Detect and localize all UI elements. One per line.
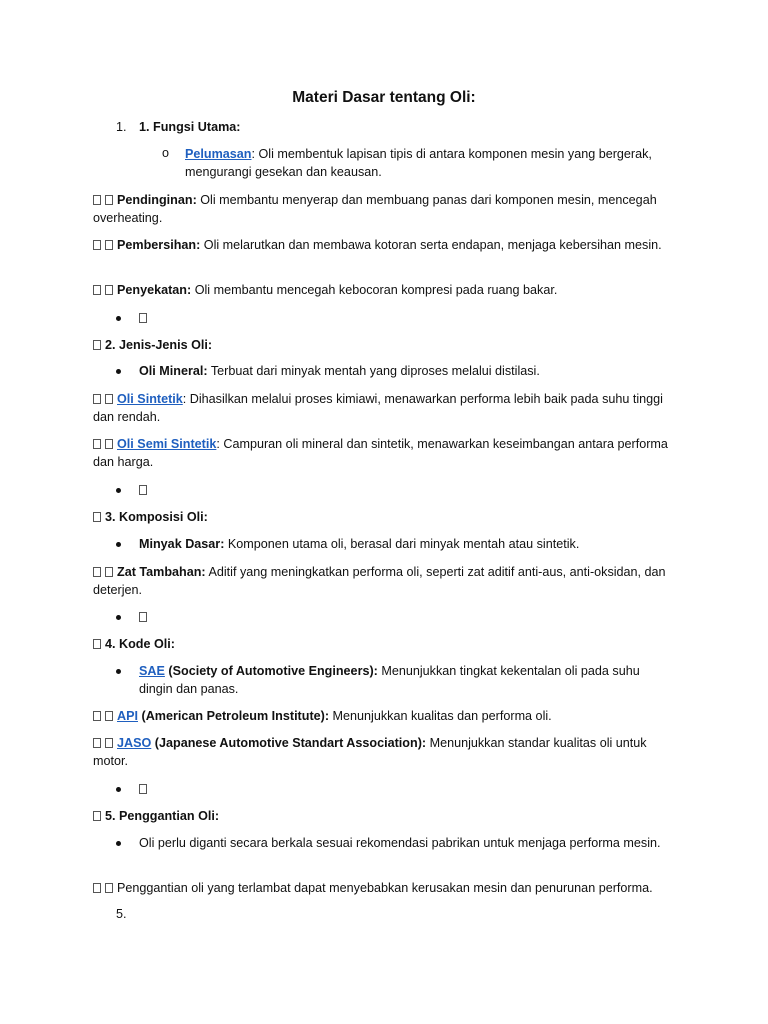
section-heading: 1. Fungsi Utama: — [139, 120, 241, 134]
paragraph-pembersihan: Pembersihan: Oli melarutkan dan membawa kotoran serta endapan, menjaga kebersihan mesin. — [93, 237, 678, 255]
list-number: 5. — [116, 907, 127, 921]
missing-glyph-icon — [105, 439, 113, 449]
bullet-icon — [116, 369, 121, 374]
document-page: Materi Dasar tentang Oli: 1. 1. Fungsi Utama: o Pelumasan: Oli membentuk lapisan tipis di antara komponen mesin yang bergerak, mengurangi gesekan dan keausan. Pendinginan: Oli membantu menyerap dan membuang panas dari komponen mesin, mencegah overheating. Pembersihan: Oli melarutkan dan membawa kotoran serta endapan, menjaga kebersihan mesin. Penyekatan: Oli membantu mencegah kebocoran kompresi pada ruang bakar. 2. Jenis-Jenis Oli: Oli Mineral: Terbuat dari minyak mentah yang diproses melalui distilasi. Oli Sintetik: Dihasilkan melalui proses kimiawi, menawarkan performa lebih baik pada suhu tinggi dan rendah. Oli Semi Sintetik: Campuran oli mineral dan sintetik, menawarkan keseimbangan antara performa dan harga. 3. Komposisi Oli: Minyak Dasar: Komponen utama oli, berasal dari minyak mentah atau sintetik. Zat Tambahan: Aditif yang meningkatkan performa oli, seperti zat aditif anti-aus, anti-oksidan, dan deterjen. 4. Kode Oli: SAE (Society of Automotive Engineers): Menunjukkan tingkat kekentalan oli pada suhu dingin dan panas. API (American Petroleum Institute): Menunjukkan kualitas dan performa oli. JASO (Japanese Automotive Standart Association): Menunjukkan standar kualitas oli untuk motor. 5. Penggantian Oli: Oli perlu diganti secara berkala sesuai rekomendasi pabrikan untuk menjaga performa mesin. Penggantian oli yang terlambat dapat menyebabkan kerusakan mesin dan penurunan performa. 5. — [0, 0, 768, 1024]
missing-glyph-icon — [105, 394, 113, 404]
circle-bullet-icon: o — [162, 146, 170, 160]
missing-glyph-icon — [93, 195, 101, 205]
missing-glyph-icon — [139, 485, 147, 495]
list-item-number-5 — [116, 907, 139, 921]
missing-glyph-icon — [93, 567, 101, 577]
missing-glyph-icon — [105, 883, 113, 893]
page-title: Materi Dasar tentang Oli: — [292, 89, 476, 106]
bullet-icon — [116, 615, 121, 620]
missing-glyph-icon — [105, 567, 113, 577]
missing-glyph-icon — [93, 512, 101, 522]
pelumasan-text: Pelumasan: Oli membentuk lapisan tipis di antara komponen mesin yang bergerak, mengurangi gesekan dan keausan. — [185, 147, 652, 179]
missing-glyph-icon — [139, 313, 147, 323]
paragraph-oli-sintetik: Oli Sintetik: Dihasilkan melalui proses kimiawi, menawarkan performa lebih baik pada suhu tinggi dan rendah. — [93, 392, 663, 424]
missing-glyph-icon — [93, 340, 101, 350]
missing-glyph-icon — [105, 738, 113, 748]
section-heading: 4. Kode Oli: — [105, 637, 175, 651]
paragraph-pendinginan: Pendinginan: Oli membantu menyerap dan membuang panas dari komponen mesin, mencegah overheating. — [93, 193, 657, 225]
list-item-fungsi-utama — [116, 120, 240, 134]
section-heading: 5. Penggantian Oli: — [105, 809, 220, 823]
missing-glyph-icon — [139, 612, 147, 622]
paragraph-jaso: JASO (Japanese Automotive Standart Association): Menunjukkan standar kualitas oli untuk motor. — [93, 736, 647, 768]
pelumasan-link[interactable]: Pelumasan — [185, 147, 252, 161]
bullet-icon — [116, 542, 121, 547]
section-penggantian-oli — [93, 808, 678, 826]
missing-glyph-icon — [93, 394, 101, 404]
missing-glyph-icon — [139, 784, 147, 794]
missing-glyph-icon — [93, 811, 101, 821]
section-heading: 2. Jenis-Jenis Oli: — [105, 338, 213, 352]
missing-glyph-icon — [105, 195, 113, 205]
bullet-icon — [116, 488, 121, 493]
paragraph-ganti-terlambat: Penggantian oli yang terlambat dapat menyebabkan kerusakan mesin dan penurunan performa. — [93, 880, 678, 898]
missing-glyph-icon — [93, 285, 101, 295]
list-number: 1. — [116, 120, 127, 134]
missing-glyph-icon — [93, 883, 101, 893]
section-heading: 3. Komposisi Oli: — [105, 510, 208, 524]
missing-glyph-icon — [105, 711, 113, 721]
section-komposisi-oli — [93, 509, 678, 527]
missing-glyph-icon — [93, 240, 101, 250]
api-link[interactable]: API — [117, 709, 138, 723]
bullet-icon — [116, 841, 121, 846]
missing-glyph-icon — [93, 738, 101, 748]
missing-glyph-icon — [105, 285, 113, 295]
oli-semi-sintetik-link[interactable]: Oli Semi Sintetik — [117, 437, 217, 451]
jaso-link[interactable]: JASO — [117, 736, 152, 750]
paragraph-oli-semi-sintetik: Oli Semi Sintetik: Campuran oli mineral dan sintetik, menawarkan keseimbangan antara performa dan harga. — [93, 437, 668, 469]
paragraph-api: API (American Petroleum Institute): Menunjukkan kualitas dan performa oli. — [93, 708, 678, 726]
missing-glyph-icon — [93, 439, 101, 449]
section-kode-oli — [93, 636, 678, 654]
bullet-icon — [116, 669, 121, 674]
paragraph-penyekatan: Penyekatan: Oli membantu mencegah kebocoran kompresi pada ruang bakar. — [93, 282, 678, 300]
missing-glyph-icon — [93, 639, 101, 649]
sae-link[interactable]: SAE — [139, 664, 165, 678]
bullet-icon — [116, 316, 121, 321]
missing-glyph-icon — [105, 240, 113, 250]
section-jenis-oli — [93, 337, 678, 355]
bullet-icon — [116, 787, 121, 792]
missing-glyph-icon — [93, 711, 101, 721]
paragraph-zat-tambahan: Zat Tambahan: Aditif yang meningkatkan performa oli, seperti zat aditif anti-aus, anti-oksidan, dan deterjen. — [93, 565, 666, 597]
oli-sintetik-link[interactable]: Oli Sintetik — [117, 392, 183, 406]
